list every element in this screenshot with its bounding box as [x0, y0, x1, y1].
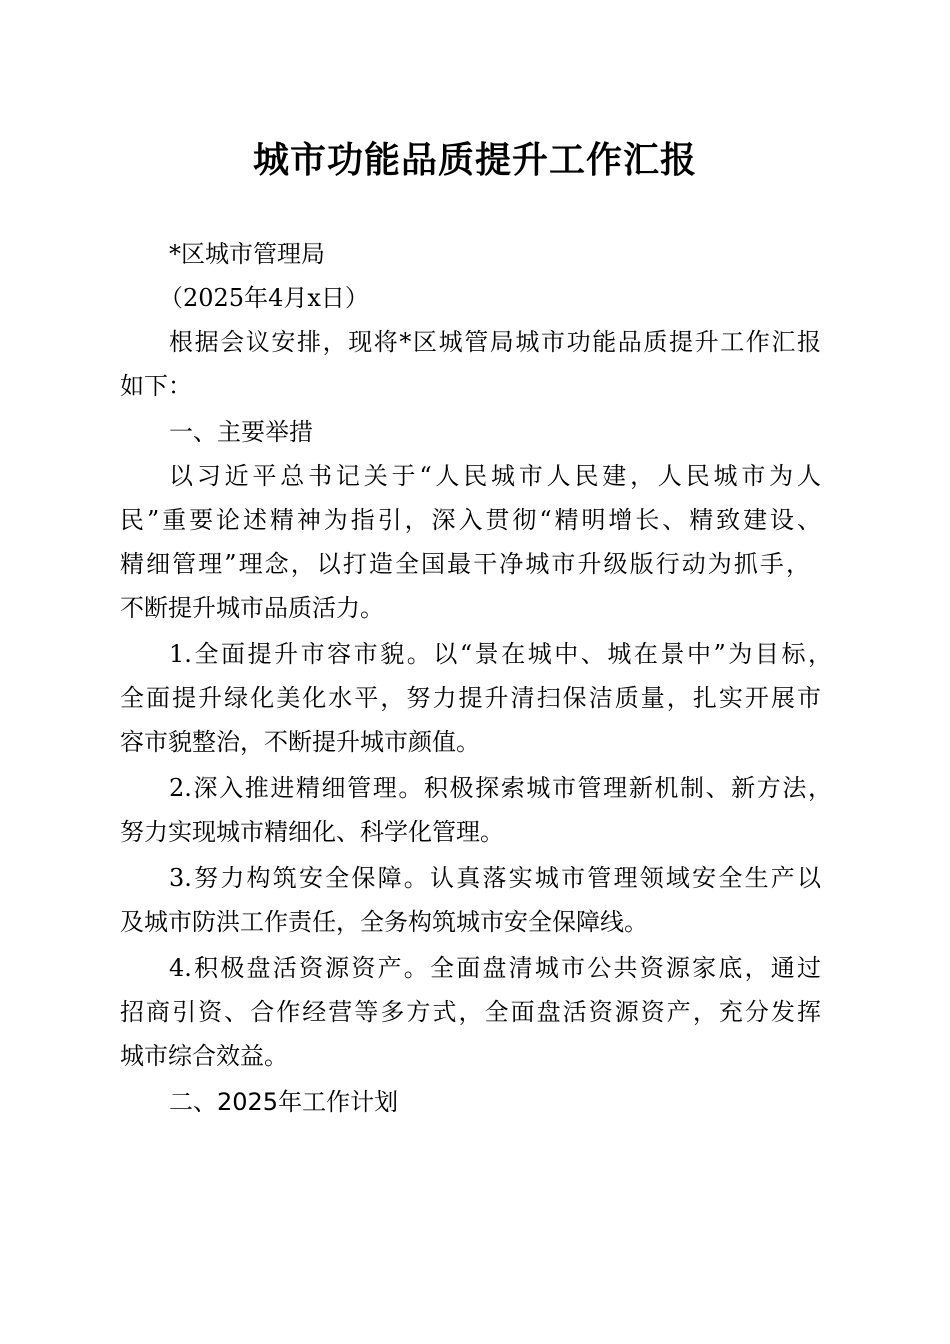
list-item-3: 3.努力构筑安全保障。认真落实城市管理领域安全生产以: [169, 864, 821, 892]
list-item-4: 城市综合效益。: [120, 1042, 288, 1070]
list-item-4: 招商引资、合作经营等多方式，全面盘活资源资产，充分发挥: [120, 998, 821, 1026]
document-date: （2025年4月x日）: [159, 284, 369, 312]
intro-line: 如下：: [120, 372, 192, 400]
document-title: 城市功能品质提升工作汇报: [252, 139, 697, 181]
list-item-2: 努力实现城市精细化、科学化管理。: [120, 818, 504, 846]
paragraph-line: 不断提升城市品质活力。: [120, 594, 384, 622]
issuing-organization: *区城市管理局: [169, 240, 325, 268]
section-heading-2: 二、2025年工作计划: [169, 1088, 399, 1116]
list-item-1: 容市貌整治，不断提升城市颜值。: [120, 728, 480, 756]
paragraph-line: 精细管理”理念，以打造全国最干净城市升级版行动为抓手，: [120, 550, 810, 578]
list-item-1: 1.全面提升市容市貌。以“景在城中、城在景中”为目标，: [169, 640, 832, 668]
list-item-2: 2.深入推进精细管理。积极探索城市管理新机制、新方法，: [169, 774, 832, 802]
list-item-1: 全面提升绿化美化水平，努力提升清扫保洁质量，扎实开展市: [120, 684, 821, 712]
list-item-4: 4.积极盘活资源资产。全面盘清城市公共资源家底，通过: [169, 954, 821, 982]
intro-line: 根据会议安排，现将*区城管局城市功能品质提升工作汇报: [169, 328, 821, 356]
paragraph-line: 以习近平总书记关于“人民城市人民建，人民城市为人: [169, 462, 821, 490]
section-heading-1: 一、主要举措: [169, 418, 313, 446]
paragraph-line: 民”重要论述精神为指引，深入贯彻“精明增长、精致建设、: [120, 506, 821, 534]
list-item-3: 及城市防洪工作责任，全务构筑城市安全保障线。: [120, 908, 648, 936]
